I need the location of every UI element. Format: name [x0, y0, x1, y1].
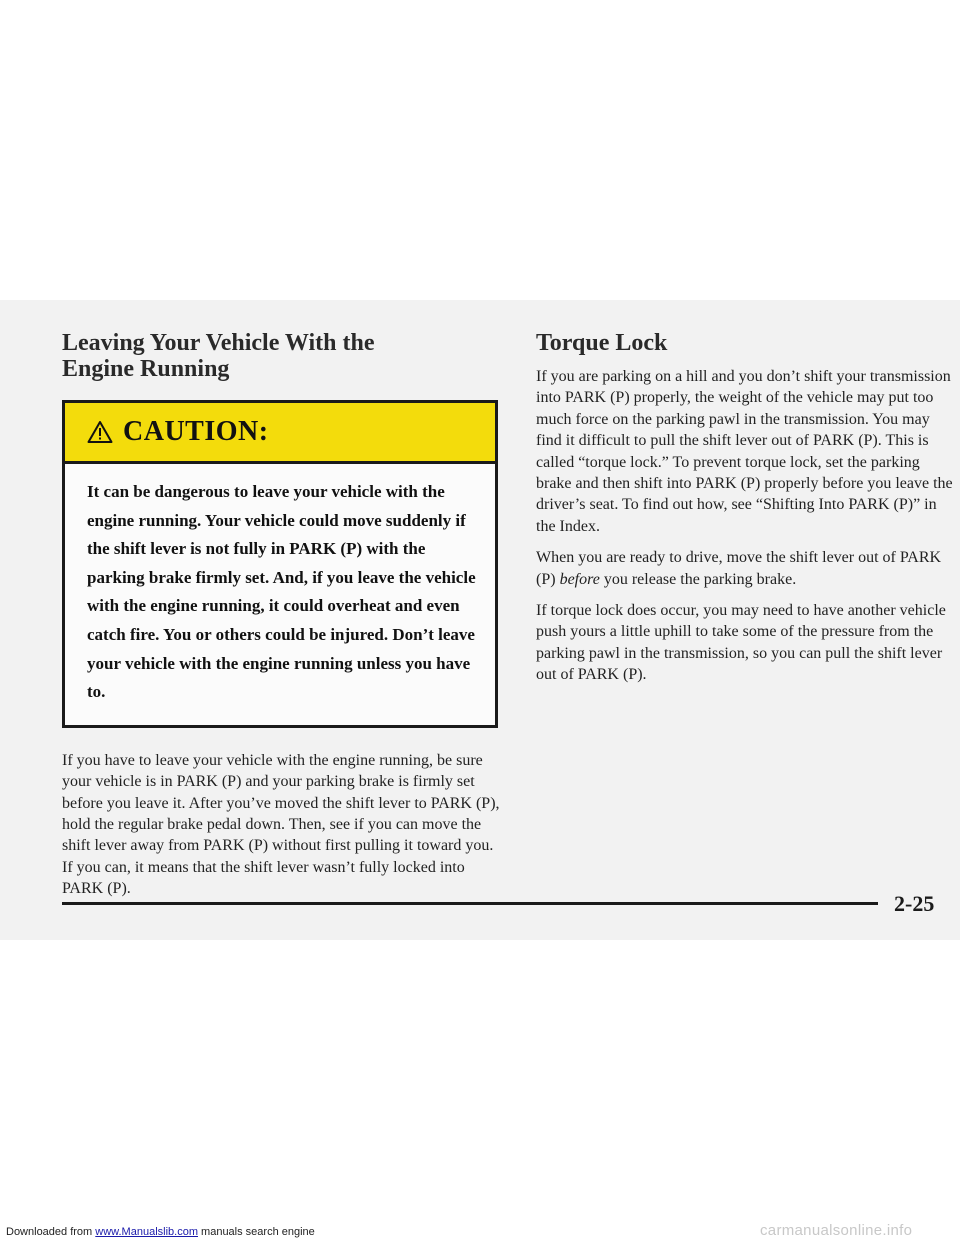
- section-heading-torque-lock: Torque Lock: [536, 330, 668, 356]
- heading-line-2: Engine Running: [62, 356, 230, 382]
- body-paragraph-2: [536, 547, 956, 590]
- para2-text-start: When you are ready to drive, move the shift lever out of PARK (P): [536, 549, 942, 588]
- warning-triangle-icon: [87, 420, 113, 444]
- manualslib-link[interactable]: www.Manualslib.com: [95, 1226, 198, 1238]
- body-paragraph-1: If you are parking on a hill and you don’t shift your transmission into PARK (P) properly, the weight of the vehicle may put too much force on the parking pawl in the transmission. You may find it difficult to pull the shift lever out of PARK (P). This is called “torque lock.” To prevent torque lock, set the parking brake and then shift into PARK (P) properly before you leave the driver’s seat. To find out how, see “Shifting Into PARK (P)” in the Index.: [536, 368, 953, 535]
- footer-suffix: manuals search engine: [197, 1226, 315, 1238]
- heading-line-1: Leaving Your Vehicle With the: [62, 330, 375, 356]
- left-column: [62, 330, 504, 900]
- caution-header: [65, 403, 495, 464]
- para2-italic-word: before: [559, 570, 600, 588]
- page-number: 2-25: [894, 891, 935, 916]
- page-rule: [62, 902, 878, 905]
- caution-title: CAUTION:: [123, 416, 269, 447]
- body-paragraph-3: If torque lock does occur, you may need to have another vehicle push yours a little uphill to take some of the pressure from the parking pawl in the transmission, so you can pull the shift lever out of PARK (P).: [536, 602, 946, 684]
- caution-box: [62, 400, 498, 728]
- right-column: [536, 330, 956, 686]
- para2-text-end: you release the parking brake.: [599, 570, 797, 588]
- footer-prefix: Downloaded from: [6, 1226, 96, 1238]
- download-footer: [6, 1226, 315, 1238]
- caution-text: It can be dangerous to leave your vehicle with the engine running. Your vehicle could move suddenly if the shift lever is not fully in PARK (P) with the parking brake firmly set. And, if you leave the vehicle with the engine running, it could overheat and even catch fire. You or others could be injured. Don’t leave your vehicle with the engine running unless you have to.: [87, 482, 476, 702]
- section-heading-leaving-vehicle: [62, 330, 504, 382]
- watermark: carmanualsonline.info: [760, 1222, 913, 1239]
- body-paragraph: If you have to leave your vehicle with the engine running, be sure your vehicle is in PARK (P) and your parking brake is firmly set before you leave it. After you’ve moved the shift lever to PARK (P), hold the regular brake pedal down. Then, see if you can move the shift lever away from PARK (P) without first pulling it toward you. If you can, it means that the shift lever wasn’t fully locked into PARK (P).: [62, 751, 500, 898]
